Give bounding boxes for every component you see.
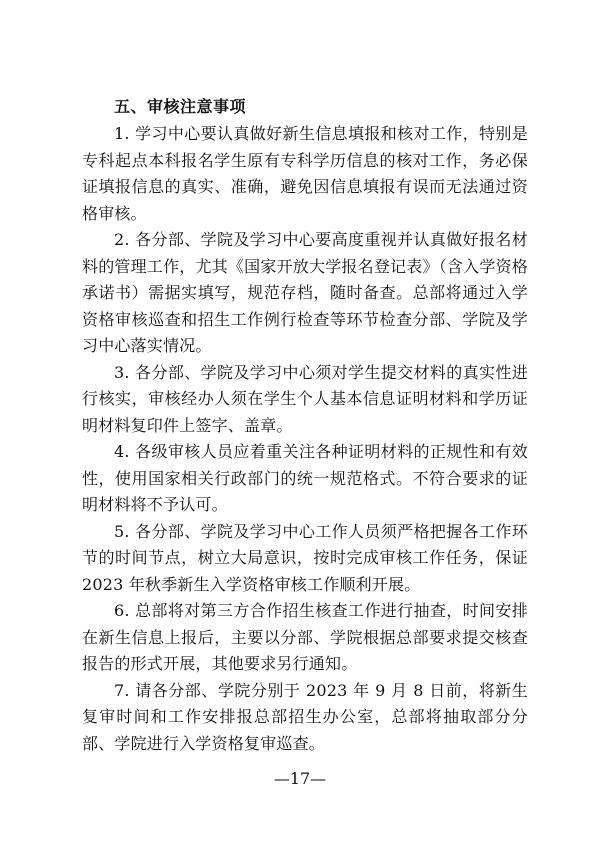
- paragraph-6: 6. 总部将对第三方合作招生核查工作进行抽查，时间安排在新生信息上报后，主要以分部、学院根据总部要求提交核查报告的形式开展，其他要求另行通知。: [82, 601, 528, 673]
- body-text: [82, 121, 528, 757]
- paragraph-7: 7. 请各分部、学院分别于 2023 年 9 月 8 日前，将新生复审时间和工作安排报总部招生办公室，总部将抽取部分分部、学院进行入学资格复审巡查。: [82, 680, 528, 753]
- paragraph-4: 4. 各级审核人员应着重关注各种证明材料的正规性和有效性，使用国家相关行政部门的统一规范格式。不符合要求的证明材料将不予认可。: [82, 442, 528, 514]
- paragraph-2: 2. 各分部、学院及学习中心要高度重视并认真做好报名材料的管理工作，尤其《国家开放大学报名登记表》（含入学资格承诺书）需据实填写，规范存档，随时备查。总部将通过入学资格审核巡查和招生工作例行检查等环节检查分部、学院及学习中心落实情况。: [82, 230, 528, 355]
- section-heading: 五、审核注意事项: [114, 97, 247, 116]
- paragraph-1: 1. 学习中心要认真做好新生信息填报和核对工作，特别是专科起点本科报名学生原有专科学历信息的核对工作，务必保证填报信息的真实、准确，避免因信息填报有误而无法通过资格审核。: [82, 124, 528, 223]
- paragraph-5: 5. 各分部、学院及学习中心工作人员须严格把握各工作环节的时间节点，树立大局意识，按时完成审核工作任务，保证 2023 年秋季新生入学资格审核工作顺利开展。: [82, 521, 528, 594]
- page-number: —17—: [273, 769, 327, 788]
- paragraph-3: 3. 各分部、学院及学习中心须对学生提交材料的真实性进行核实，审核经办人须在学生个人基本信息证明材料和学历证明材料复印件上签字、盖章。: [82, 362, 528, 435]
